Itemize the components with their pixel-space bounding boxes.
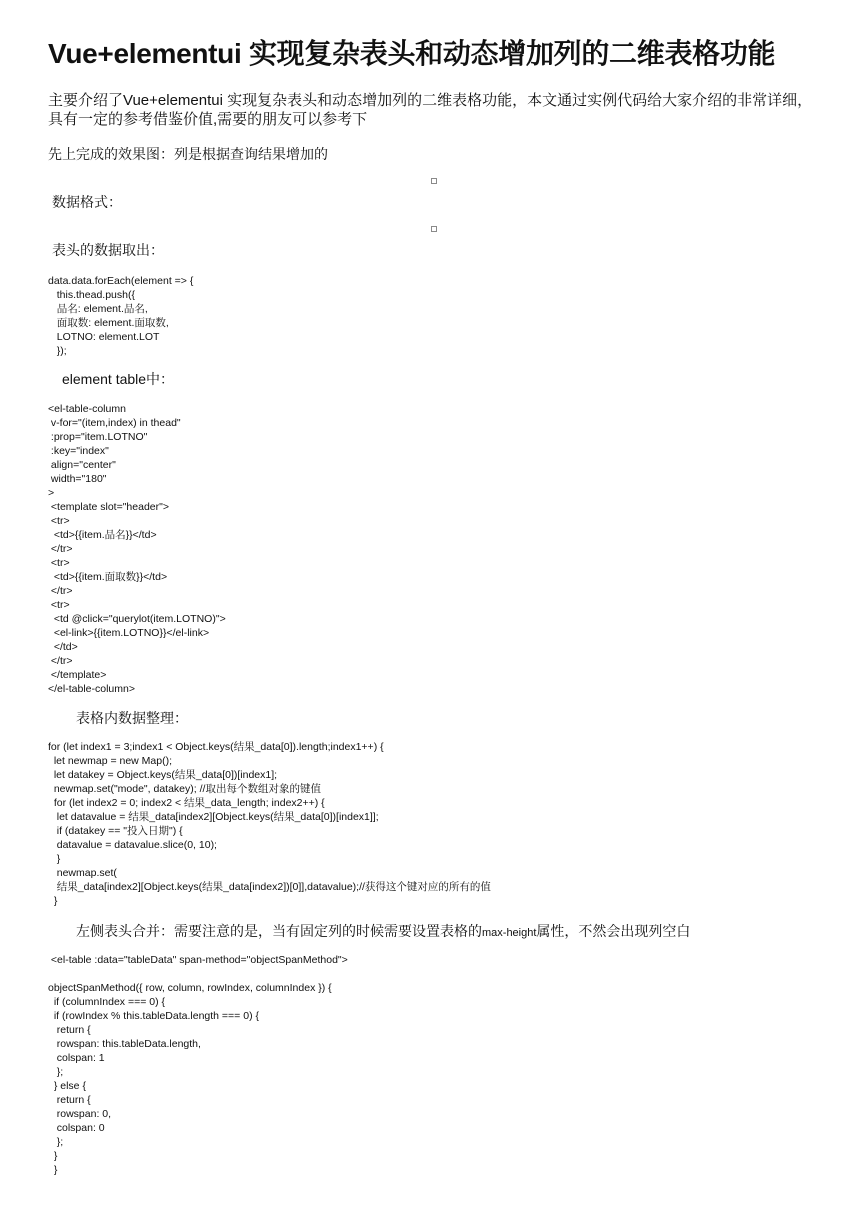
article-title: Vue+elementui 实现复杂表头和动态增加列的二维表格功能 (48, 38, 776, 69)
header-extract-heading: 表头的数据取出： (52, 242, 164, 258)
code-block-table-column: <el-table-column v-for="(item,index) in thead" :prop="item.LOTNO" :key="index" align="center" width="180" > <template slot="header"> <tr> <td>{{item.品名}}</td> </tr> <tr> <td>{{item.面取数}}</td> </tr> <tr> <td @click="querylot(item.LOTNO)"> <el-link>{{item.LOTNO}}</el-link> </td> </tr> </template> </el-table-column> (48, 403, 226, 695)
code-block-table-tag: <el-table :data="tableData" span-method="objectSpanMethod"> (48, 954, 348, 966)
merge-heading-text: 左侧表头合并：需要注意的是，当有固定列的时候需要设置表格的 (76, 923, 482, 939)
merge-heading-tail: 属性，不然会出现列空白 (536, 923, 691, 939)
image-placeholder-icon (431, 226, 437, 232)
code-block-data-processing: for (let index1 = 3;index1 < Object.keys(结果_data[0]).length;index1++) { let newmap = new Map(); let datakey = Object.keys(结果_data[0])[index1]; newmap.set("mode", datakey); //取出每个数组对象的键值 for (let index2 = 0; index2 < 结果_data_length; index2++) { let datavalue = 结果_data[index2][Object.keys(结果_data[0])[index1]]; if (datakey == "投入日期") { datavalue = datavalue.slice(0, 10); } newmap.set( 结果_data[index2][Object.keys(结果_data[index2])[0]],datavalue);//获得这个键对应的所有的值 } (48, 741, 491, 907)
table-data-heading: 表格内数据整理： (76, 710, 188, 726)
merge-heading-keyword: max-height (482, 927, 537, 939)
code-block-span-method: objectSpanMethod({ row, column, rowIndex, columnIndex }) { if (columnIndex === 0) { if (rowIndex % this.tableData.length === 0) { return { rowspan: this.tableData.length, colspan: 1 }; } else { return { rowspan: 0, colspan: 0 }; } } (48, 982, 332, 1176)
data-format-heading: 数据格式： (52, 194, 122, 210)
element-table-heading: element table中： (62, 371, 175, 387)
image-placeholder-icon (431, 178, 437, 184)
code-block-thead: data.data.forEach(element => { this.thead.push({ 品名: element.品名, 面取数: element.面取数, LOTNO: element.LOT }); (48, 275, 194, 357)
article-summary: 主要介绍了Vue+elementui 实现复杂表头和动态增加列的二维表格功能，本文通过实例代码给大家介绍的非常详细，具有一定的参考借鉴价值,需要的朋友可以参考下 (48, 92, 813, 128)
merge-heading (76, 922, 690, 942)
intro-paragraph: 先上完成的效果图：列是根据查询结果增加的 (48, 146, 328, 162)
